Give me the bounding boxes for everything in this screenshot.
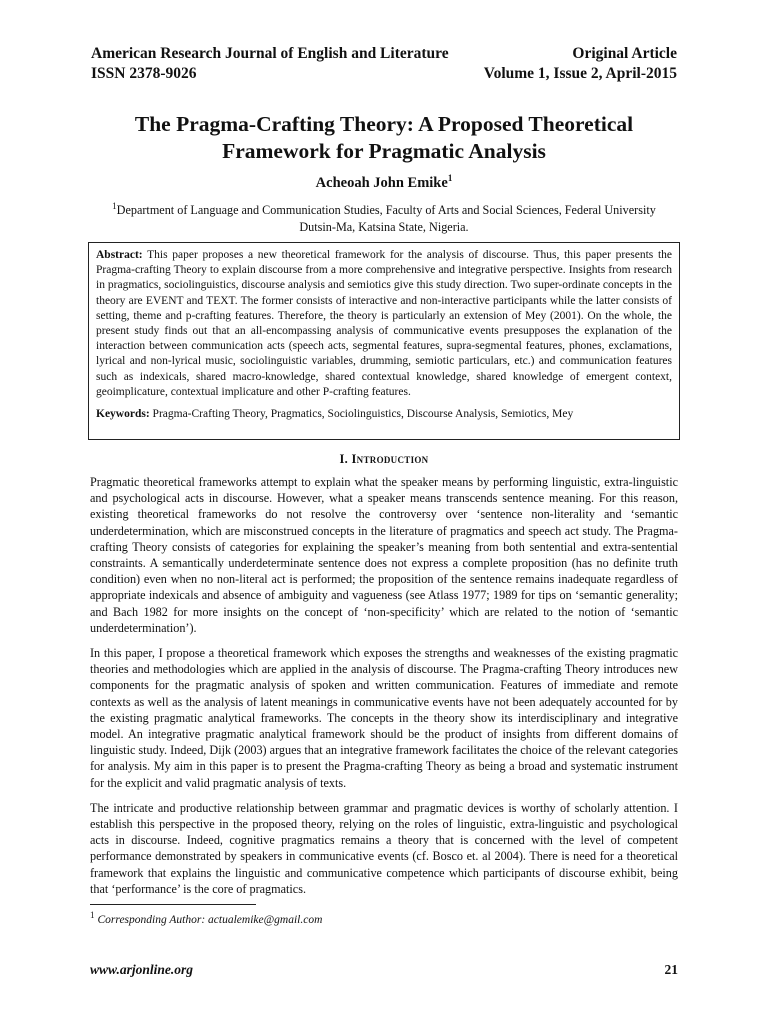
- footnote-divider: [90, 904, 256, 905]
- paragraph: Pragmatic theoretical frameworks attempt to explain what the speaker means by performing linguistic, extra-linguistic and psychological acts in discourse. However, what a speaker means transcends sentence meaning. For this reason, existing theoretical frameworks do not resolve the controversy over ‘sentence non-literality and ‘semantic underdetermination, which are misconstrued concepts in the literature of pragmatics and speech act study. The Pragma-crafting Theory consists of categories for explaining the speaker’s meaning from both sentential and extra-sentential constraints. A semantically underdeterminate sentence does not express a complete proposition (has no definite truth condition) even when no non-literal act is performed; the proposition of the sentence remains inadequate regardless of appropriate indexicals and absence of ambiguity and vagueness (see Atlass 1977; 1989 for tips on ‘semantic generality; and Bach 1982 for more insights on the concept of ‘non-specificity’ which are related to the notion of ‘semantic underdetermination’).: [90, 475, 678, 635]
- journal-name: American Research Journal of English and Literature: [91, 45, 449, 62]
- author: [60, 175, 708, 192]
- affiliation-mark: 1: [112, 200, 117, 211]
- page-footer: [90, 962, 678, 978]
- journal-header: [91, 44, 677, 84]
- body-text: [90, 474, 678, 906]
- affiliation: [100, 202, 668, 236]
- keywords-text: Pragma-Crafting Theory, Pragmatics, Sociolinguistics, Discourse Analysis, Semiotics, Mey: [152, 408, 574, 421]
- abstract-label: Abstract:: [96, 249, 143, 261]
- abstract-text: This paper proposes a new theoretical framework for the analysis of discourse. Thus, this paper presents the Pragma-crafting Theory to explain discourse from a more comprehensive and integrative perspective. Insights from research in pragmatics, sociolinguistics, discourse analysis and semiotics give this study direction. Two super-ordinate concepts in the theory are EVENT and TEXT. The former consists of interactive and non-interactive participants while the latter consists of setting, theme and p-crafting features. Therefore, the theory is particularly an extension of Mey (2001). On the whole, the present study finds out that an all-encompassing analysis of communicative events presupposes the explanation of the interaction between communication acts (speech acts, segmental features, supra-segmental features, phones, exclamations, lyrical and non-lyrical music, sociolinguistic variables, drumming, semiotic particulars, etc.) and communication features such as indexicals, shared macro-knowledge, shared contextual knowledge, shared knowledge of emergent context, geoimplicature, contextual implicature and other P-crafting features.: [96, 249, 673, 398]
- abstract-box: [88, 242, 680, 440]
- keywords: [96, 407, 672, 422]
- volume-issue: Volume 1, Issue 2, April-2015: [483, 65, 677, 82]
- footnote-mark: 1: [90, 910, 95, 921]
- issn: ISSN 2378-9026: [91, 65, 197, 82]
- author-name: Acheoah John Emike: [315, 175, 448, 191]
- page-number: 21: [664, 962, 678, 977]
- footnote: [90, 910, 323, 926]
- keywords-label: Keywords:: [96, 408, 150, 421]
- footnote-text: Corresponding Author: actualemike@gmail.com: [97, 914, 323, 926]
- paragraph: In this paper, I propose a theoretical framework which exposes the strengths and weaknesses of the existing pragmatic theories and methodologies which are applied in the analysis of discourse. The Pragma-crafting Theory introduces new components for the pragmatic analysis of spoken and written communication. Features of immediate and remote contexts as well as the analysis of latent meanings in communicative events have not been adequately accounted for by the existing pragmatic analytical frameworks. The concepts in the theory show its interdisciplinary and integrative model. An integrative pragmatic analytical framework should be the product of insights from different domains of linguistic study. Indeed, Dijk (2003) argues that an integrative framework facilitates the choice of the relevant categories for analysis. My aim in this paper is to present the Pragma-crafting Theory as being a broad and systematic instrument for the explicit and valid pragmatic analysis of texts.: [90, 646, 678, 790]
- title-line: Framework for Pragmatic Analysis: [222, 139, 546, 163]
- section-title: Introduction: [351, 452, 429, 466]
- paper-title: [60, 111, 708, 165]
- affiliation-text: Department of Language and Communication Studies, Faculty of Arts and Social Sciences, Federal University Dutsin-Ma, Katsina State, Nigeria.: [116, 203, 656, 234]
- title-line: The Pragma-Crafting Theory: A Proposed Theoretical: [134, 112, 634, 136]
- journal-website: www.arjonline.org: [90, 962, 194, 977]
- abstract: [96, 248, 672, 400]
- section-number: I.: [339, 452, 349, 466]
- paragraph: The intricate and productive relationship between grammar and pragmatic devices is worthy of scholarly attention. I establish this perspective in the proposed theory, relying on the roles of linguistic, extra-linguistic and psychological acts in discourse. Indeed, cognitive pragmatics remains a theory that is concerned with the level of competent performance demonstrated by speakers in communicative events (cf. Bosco et. al 2004). There is need for a theoretical framework that explains the linguistic and communicative competence which participants of discourse exhibit, being that ‘performance’ is the core of pragmatics.: [90, 800, 678, 896]
- article-type: Original Article: [572, 45, 677, 62]
- author-affiliation-mark: 1: [447, 173, 453, 184]
- section-heading: [60, 452, 708, 467]
